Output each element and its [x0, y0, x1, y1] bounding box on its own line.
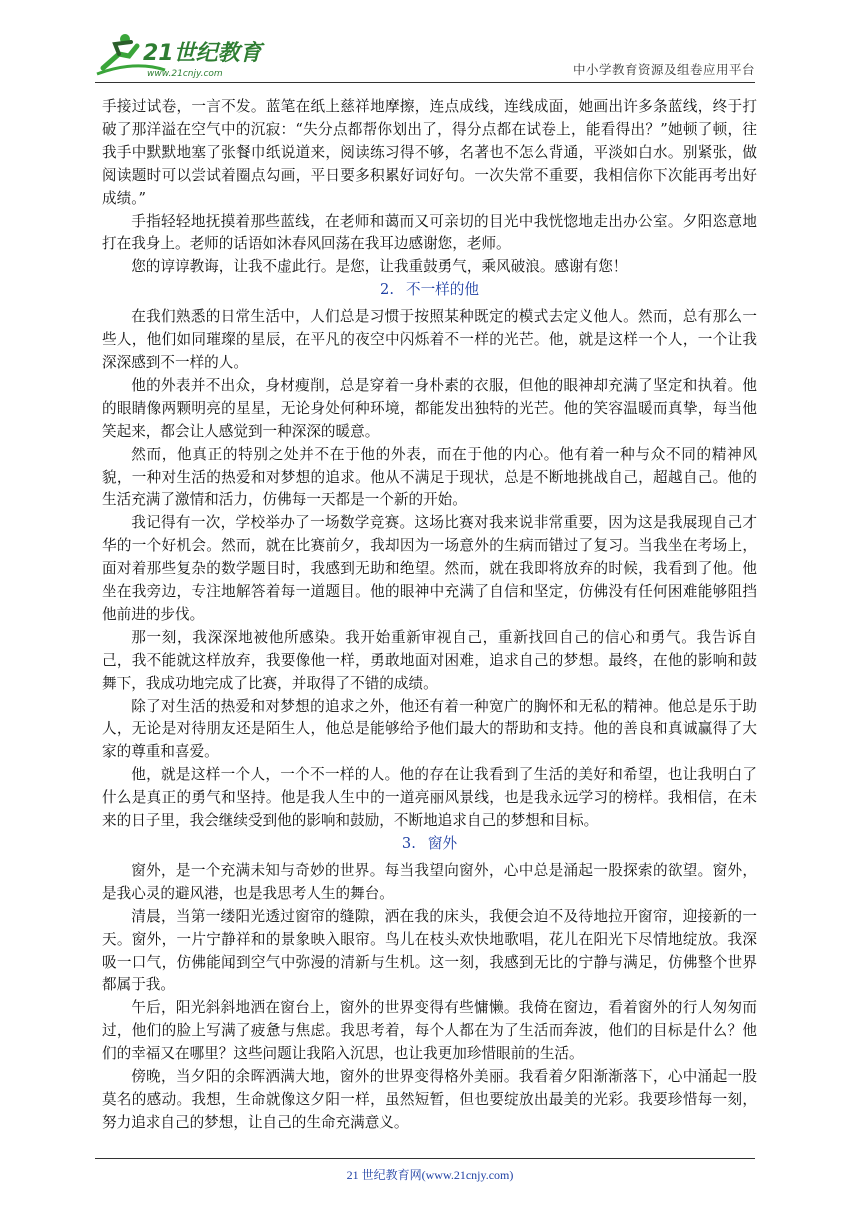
body-paragraph: 您的谆谆教诲，让我不虚此行。是您，让我重鼓勇气，乘风破浪。感谢有您！: [131, 258, 628, 276]
footer-divider: [95, 1158, 755, 1159]
body-paragraph: 我记得有一次，学校举办了一场数学竞赛。这场比赛对我来说非常重要，因为这是我展现自己才华的一个好机会。然而，就在比赛前夕，我却因为一场意外的生病而错过了复习。当我坐在考场上，面对着那些复杂的数学题目时，我感到无助和绝望。然而，就在我即将放弃的时候，我看到了他。他坐在我旁边，专注地解答着每一道题目。他的眼神中充满了自信和坚定，仿佛没有任何困难能够阻挡他前进的步伐。: [102, 514, 757, 623]
platform-name: 中小学教育资源及组卷应用平台: [572, 62, 755, 77]
logo-text: 21世纪教育: [143, 41, 262, 66]
body-paragraph: 手指轻轻地抚摸着那些蓝线，在老师和蔼而又可亲切的目光中我恍惚地走出办公室。夕阳恣意地打在我身上。老师的话语如沐春风回荡在我耳边感谢您，老师。: [102, 212, 757, 253]
site-logo: [95, 30, 265, 82]
section-number: 3.: [401, 835, 416, 852]
intro-section: [102, 96, 757, 279]
body-paragraph: 那一刻，我深深地被他所感染。我开始重新审视自己，重新找回自己的信心和勇气。我告诉自己，我不能就这样放弃，我要像他一样，勇敢地面对困难，追求自己的梦想。最终，在他的影响和鼓舞下，我成功地完成了比赛，并取得了不错的成绩。: [102, 628, 757, 692]
section-2: [102, 306, 757, 833]
section-heading: [102, 833, 757, 856]
body-paragraph: 他的外表并不出众，身材瘦削，总是穿着一身朴素的衣服，但他的眼神却充满了坚定和执着。他的眼睛像两颗明亮的星星，无论身处何种环境，都能发出独特的光芒。他的笑容温暖而真挚，每当他笑起来，都会让人感觉到一种深深的暖意。: [102, 376, 757, 440]
body-paragraph: 午后，阳光斜斜地洒在窗台上，窗外的世界变得有些慵懒。我倚在窗边，看着窗外的行人匆匆而过，他们的脸上写满了疲惫与焦虑。我思考着，每个人都在为了生活而奔波，他们的目标是什么？他们的幸福又在哪里？这些问题让我陷入沉思，也让我更加珍惜眼前的生活。: [102, 999, 757, 1063]
section-number: 2.: [380, 281, 394, 299]
document-body: [102, 96, 757, 1135]
body-paragraph: 清晨，当第一缕阳光透过窗帘的缝隙，洒在我的床头，我便会迫不及待地拉开窗帘，迎接新的一天。窗外，一片宁静祥和的景象映入眼帘。鸟儿在枝头欢快地歌唱，花儿在阳光下尽情地绽放。我深吸一口气，仿佛能闻到空气中弥漫的清新与生机。这一刻，我感到无比的宁静与满足，仿佛整个世界都属于我。: [102, 907, 757, 994]
section-3: [102, 860, 757, 1135]
body-paragraph: 傍晚，当夕阳的余晖洒满大地，窗外的世界变得格外美丽。我看着夕阳渐渐落下，心中涌起一股莫名的感动。我想，生命就像这夕阳一样，虽然短暂，但也要绽放出最美的光彩。我要珍惜每一刻，努力追求自己的梦想，让自己的生命充满意义。: [102, 1068, 757, 1131]
body-paragraph: 他，就是这样一个人，一个不一样的人。他的存在让我看到了生活的美好和希望，也让我明白了什么是真正的勇气和坚持。他是我人生中的一道亮丽风景线，也是我永远学习的榜样。我相信，在未来的日子里，我会继续受到他的影响和鼓励，不断地追求自己的梦想和目标。: [102, 766, 757, 830]
header-divider: [95, 82, 755, 83]
section-heading: [102, 279, 757, 302]
page-footer: 21 世纪教育网(www.21cnjy.com): [346, 1168, 514, 1182]
section-title: 窗外: [427, 835, 458, 852]
body-paragraph: 然而，他真正的特别之处并不在于他的外表，而在于他的内心。他有着一种与众不同的精神风貌，一种对生活的热爱和对梦想的追求。他从不满足于现状，总是不断地挑战自己，超越自己。他的生活充满了激情和活力，仿佛每一天都是一个新的开始。: [102, 445, 757, 509]
logo-url: www.21cnjy.com: [147, 69, 223, 79]
body-paragraph: 窗外，是一个充满未知与奇妙的世界。每当我望向窗外，心中总是涌起一股探索的欲望。窗外，是我心灵的避风港，也是我思考人生的舞台。: [102, 861, 757, 902]
section-title: 不一样的他: [405, 281, 479, 299]
body-paragraph: 在我们熟悉的日常生活中，人们总是习惯于按照某种既定的模式去定义他人。然而，总有那么一些人，他们如同璀璨的星辰，在平凡的夜空中闪烁着不一样的光芒。他，就是这样一个人，一个让我深深感到不一样的人。: [102, 308, 757, 371]
page-header: [95, 18, 755, 82]
body-paragraph: 手接过试卷，一言不发。蓝笔在纸上慈祥地摩擦，连点成线，连线成面，她画出许多条蓝线，终于打破了那洋溢在空气中的沉寂：“失分点都帮你划出了，得分点都在试卷上，能看得出？”她顿了顿，往我手中默默地塞了张餐巾纸说道来，阅读练习得不够，名著也不怎么背通，平淡如白水。别紧张，做阅读题时可以尝试着圈点勾画，平日要多积累好词好句。一次失常不重要，我相信你下次能再考出好成绩。”: [102, 98, 757, 207]
body-paragraph: 除了对生活的热爱和对梦想的追求之外，他还有着一种宽广的胸怀和无私的精神。他总是乐于助人，无论是对待朋友还是陌生人，他总是能够给予他们最大的帮助和支持。他的善良和真诚赢得了大家的尊重和喜爱。: [102, 697, 757, 761]
